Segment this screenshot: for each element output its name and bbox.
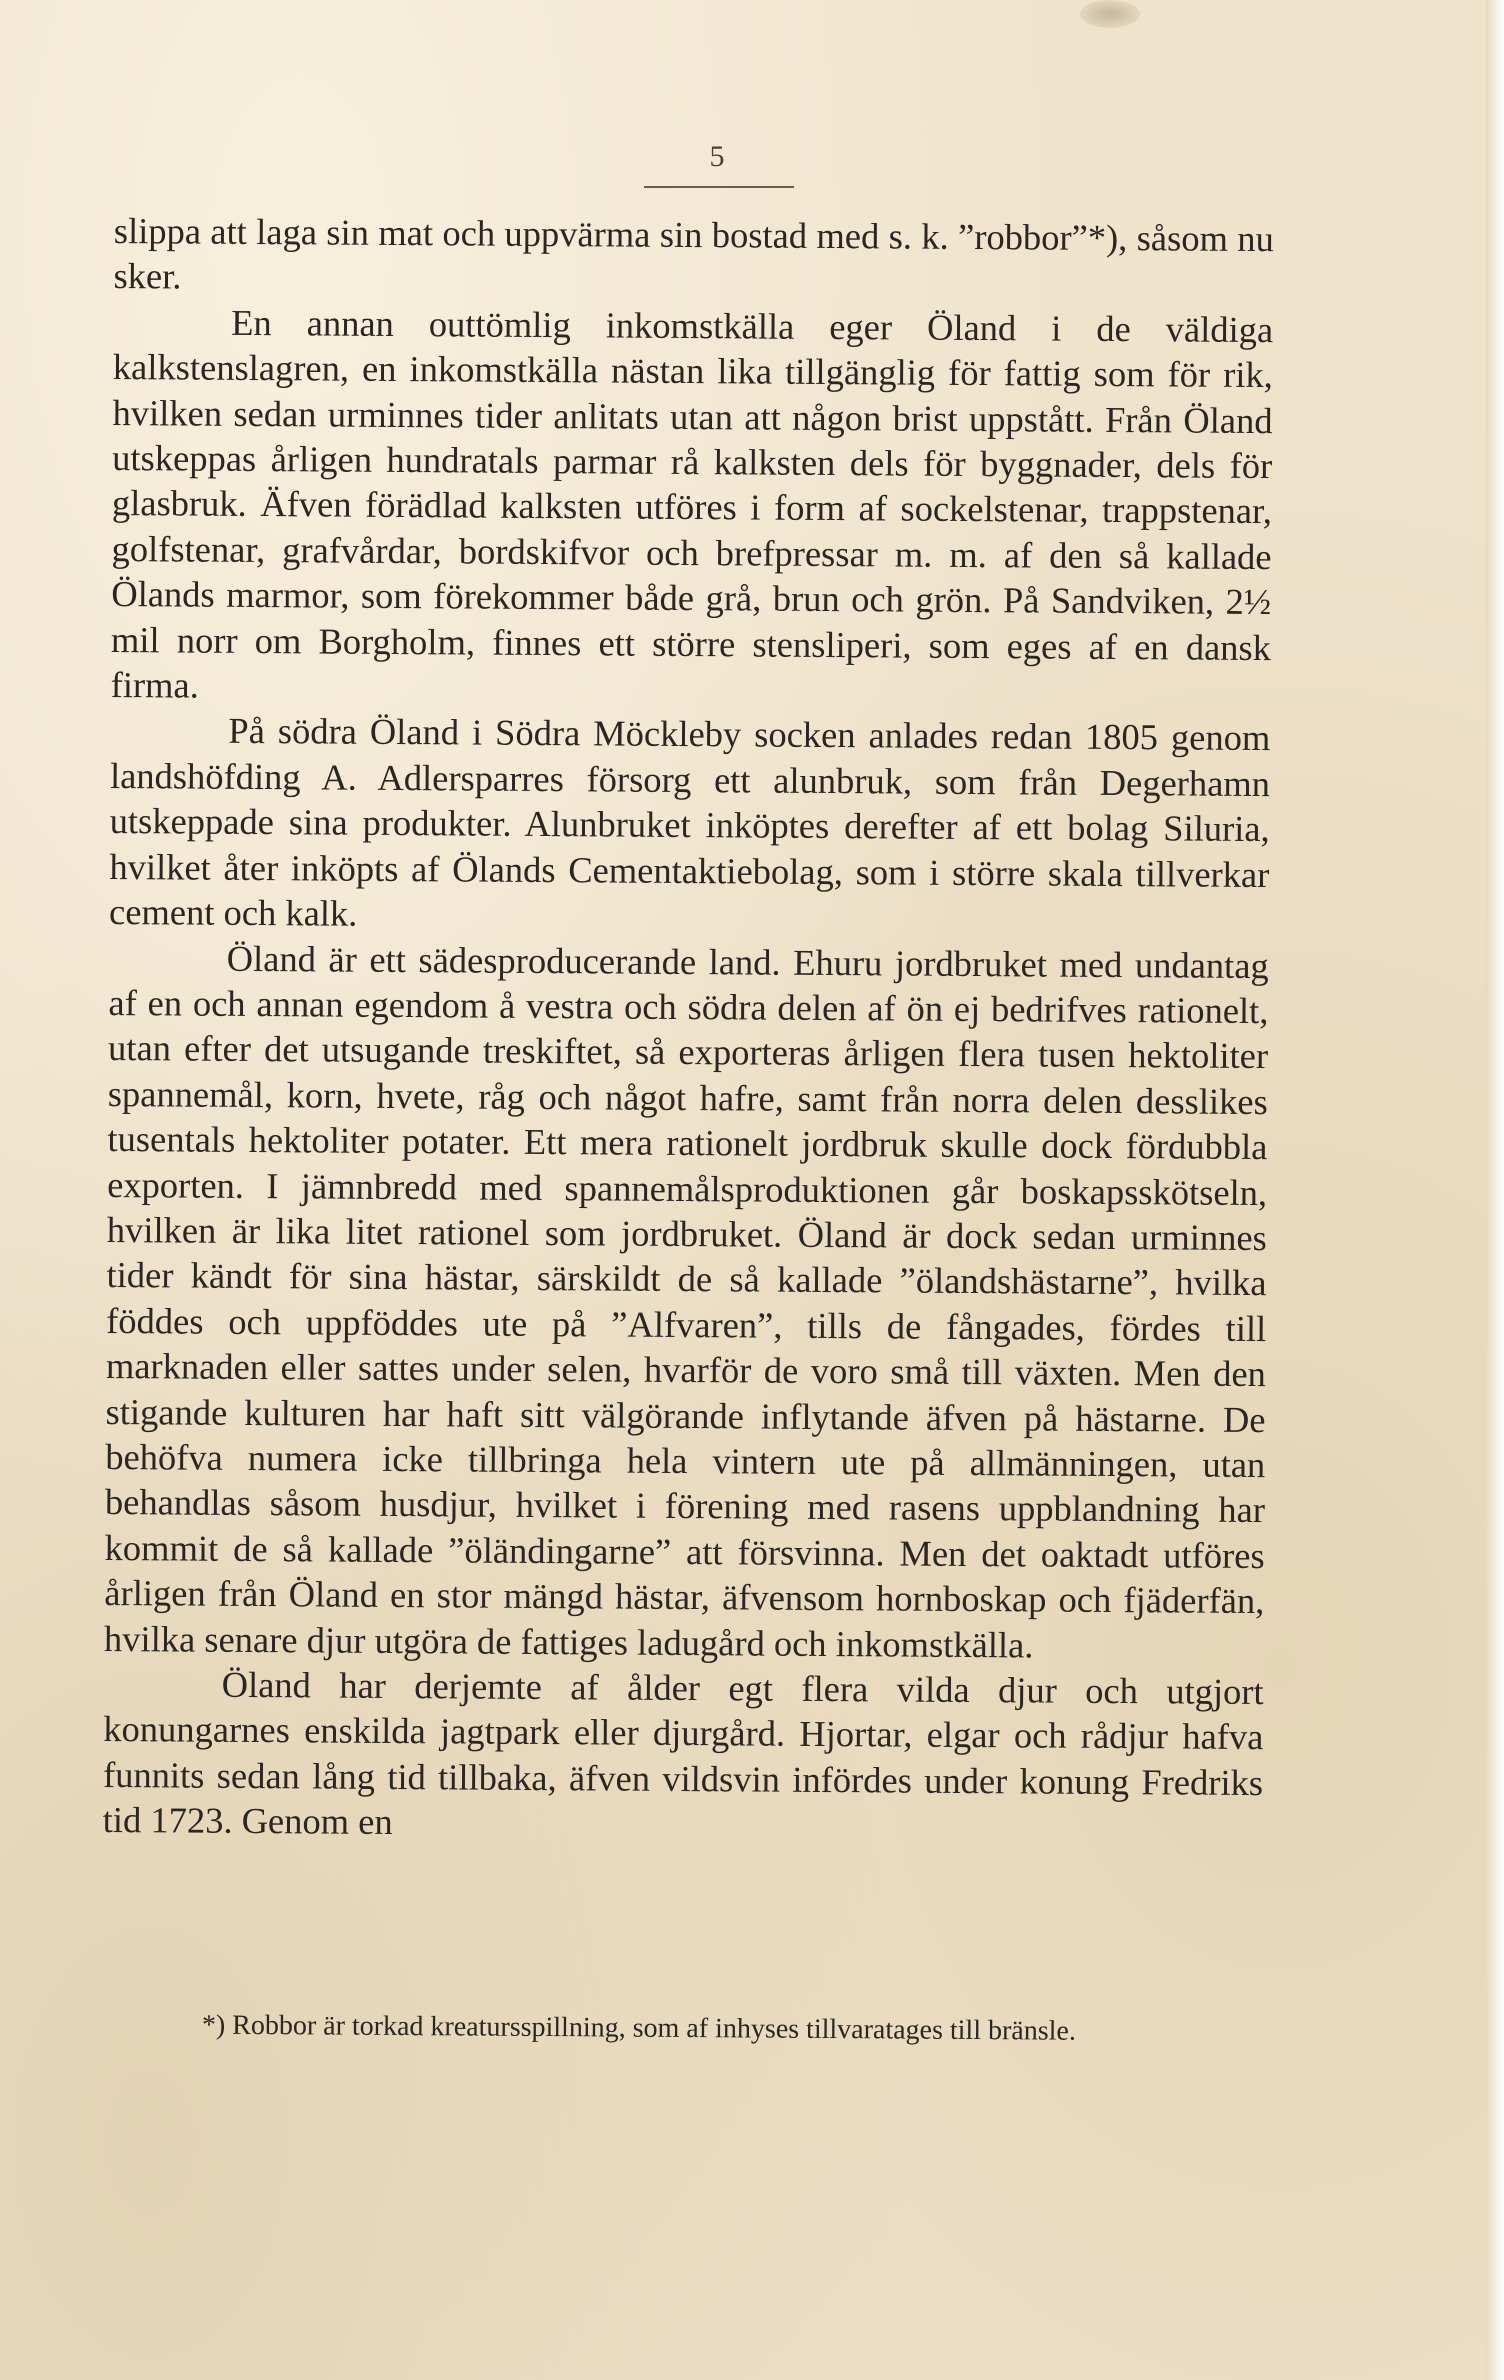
paragraph: På södra Öland i Södra Möckleby socken anlades redan 1805 genom landshöfding A. Adlersparres försorg ett alunbruk, som från Degerhamn utskeppade sina produkter. Alunbruket inköptes derefter af ett bolag Siluria, hvilket åter inköpts af Ölands Cementaktiebolag, som i större skala tillverkar cement och kalk. [108, 710, 1271, 934]
paragraph: Öland är ett sädesproducerande land. Ehuru jordbruket med undantag af en och annan egendom å vestra och södra delen af ön ej bedrifves rationelt, utan efter det utsugande treskiftet, så exporteras årligen flera tusen hektoliter spannemål, korn, hvete, råg och något hafre, samt från norra delen desslikes tusentals hektoliter potater. Ett mera rationelt jordbruk skulle dock fördubbla exporten. I jämnbredd med spannemålsproduktionen går boskapsskötseln, hvilken är lika litet rationel som jordbruket. Öland är dock sedan urminnes tider kändt för sina hästar, särskildt de så kallade ”ölandshästarne”, hvilka föddes och uppföddes ute på ”Alfvaren”, tills de fångades, fördes till marknaden eller sattes under selen, hvarför de voro små till växten. Men den stigande kulturen har haft sitt välgörande inflytande äfven på hästarne. De behöfva numera icke tillbringa hela vintern ute på allmänningen, utan behandlas såsom husdjur, hvilket i förening med rasens uppblandning har kommit de så kallade ”öländingarne” att försvinna. Men det oaktadt utföres årligen från Öland en stor mängd hästar, äfvensom hornboskap och fjäderfän, hvilka senare djur utgöra de fattiges ladugård och inkomstkälla. [103, 937, 1269, 1666]
paper-stain [1080, 0, 1140, 28]
page-number: 5 [709, 140, 725, 173]
page-header [0, 140, 1504, 174]
page-edge [1486, 0, 1504, 2380]
paragraph: En annan outtömlig inkomstkälla eger Öland i de väldiga kalkstenslagren, en inkomstkälla nästan lika tillgänglig för fattig som för rik, hvilken sedan urminnes tider anlitats utan att någon brist uppstått. Från Öland utskeppas årligen hundratals parmar rå kalksten dels för byggnader, dels för glasbruk. Äfven förädlad kalksten utföres i form af sockelstenar, trappstenar, golfstenar, grafvårdar, bordskifvor och brefpressar m. m. af den så kallade Ölands marmor, som förekommer både grå, brun och grön. På Sandviken, 2½ mil norr om Borgholm, finnes ett större stensliperi, som eges af en dansk firma. [110, 301, 1274, 706]
footnote [114, 2008, 1274, 2050]
footnote-text: *) Robbor är torkad kreatursspillning, som af inhyses tillvaratages till bränsle. [201, 2009, 1077, 2047]
paragraph: slippa att laga sin mat och uppvärma sin bostad med s. k. ”robbor”*), såsom nu sker. [113, 209, 1274, 297]
paragraph: Öland har derjemte af ålder egt flera vilda djur och utgjort konungarnes enskilda jagtpark eller djurgård. Hjortar, elgar och rådjur hafva funnits sedan lång tid tillbaka, äfven vildsvin infördes under konung Fredriks tid 1723. Genom en [102, 1663, 1264, 1843]
header-rule [644, 186, 794, 188]
body-text [103, 208, 1274, 1851]
